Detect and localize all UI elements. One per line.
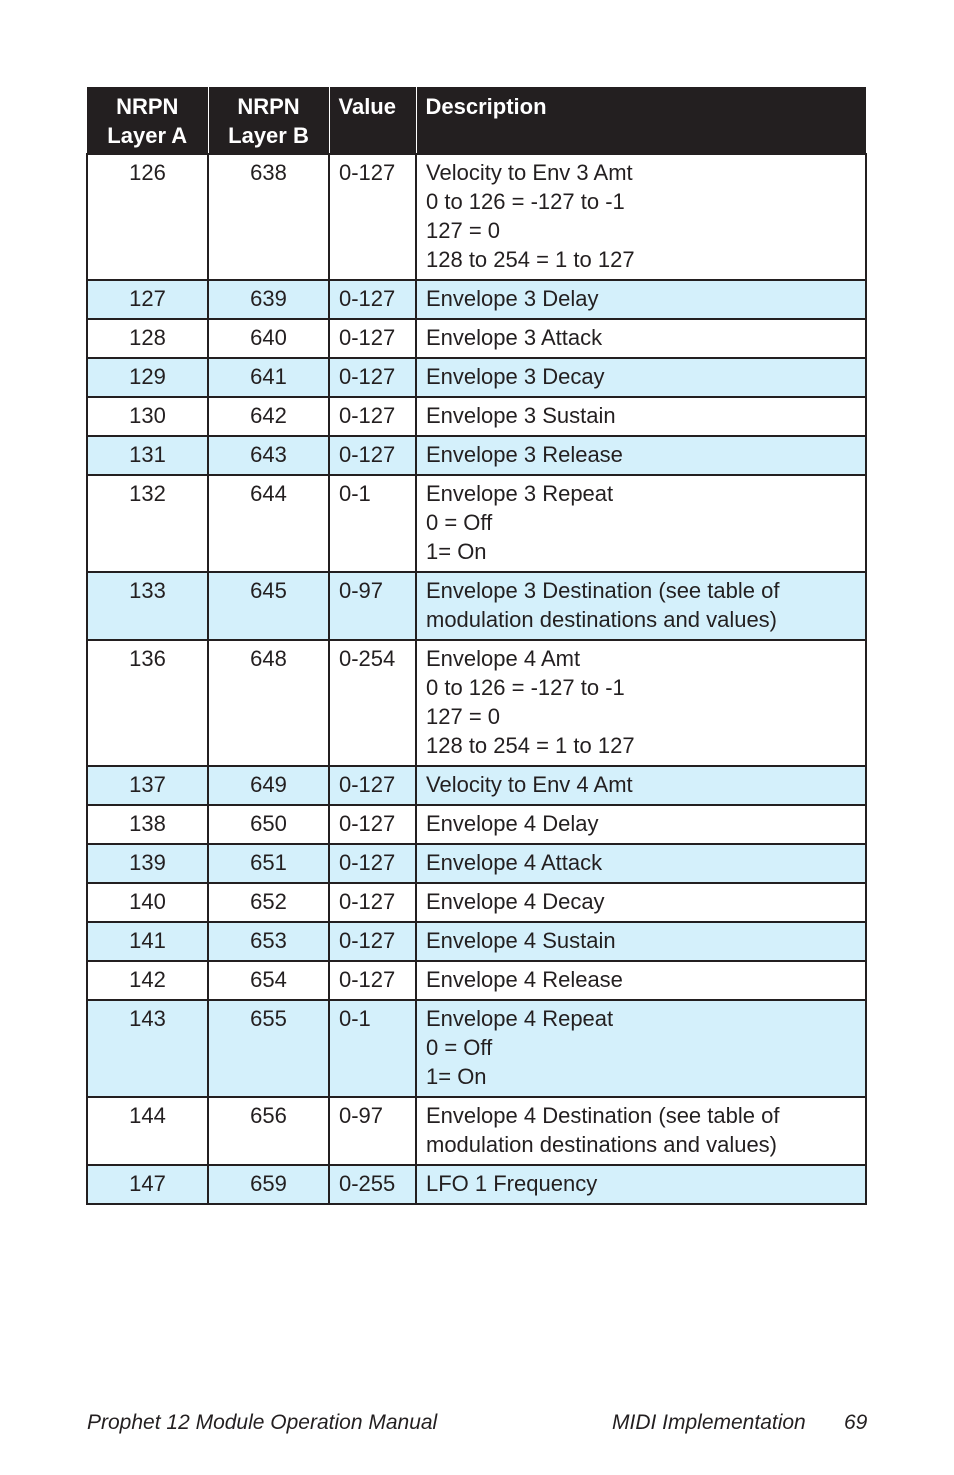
cell-description (416, 154, 866, 280)
cell-description (416, 358, 866, 397)
header-row (87, 87, 866, 154)
description-line: 0 = Off (426, 1035, 493, 1060)
table-row (87, 1000, 866, 1097)
cell-description (416, 883, 866, 922)
table-row (87, 766, 866, 805)
table-row (87, 319, 866, 358)
cell-nrpn-layer-a: 133 (87, 572, 208, 640)
description-line: 1= On (426, 1064, 487, 1089)
description-line: Envelope 3 Attack (426, 325, 603, 350)
cell-nrpn-layer-a: 147 (87, 1165, 208, 1204)
cell-description (416, 475, 866, 572)
cell-nrpn-layer-a: 127 (87, 280, 208, 319)
table-row (87, 280, 866, 319)
cell-nrpn-layer-b: 659 (208, 1165, 329, 1204)
description-line: 0 to 126 = -127 to -1 (426, 675, 625, 700)
header-line: NRPN (116, 94, 179, 119)
cell-value: 0-127 (329, 922, 416, 961)
cell-nrpn-layer-a: 143 (87, 1000, 208, 1097)
table-row (87, 961, 866, 1000)
cell-nrpn-layer-b: 638 (208, 154, 329, 280)
cell-value: 0-1 (329, 1000, 416, 1097)
cell-nrpn-layer-b: 645 (208, 572, 329, 640)
description-line: Envelope 4 Decay (426, 889, 605, 914)
description-line: Envelope 3 Destination (see table of modulation destinations and values) (426, 578, 780, 632)
table-body (87, 154, 866, 1204)
cell-nrpn-layer-a: 142 (87, 961, 208, 1000)
description-line: 0 = Off (426, 510, 493, 535)
description-line: Envelope 4 Release (426, 967, 623, 992)
table-row (87, 805, 866, 844)
cell-nrpn-layer-b: 643 (208, 436, 329, 475)
description-line: Envelope 3 Repeat (426, 481, 614, 506)
cell-nrpn-layer-a: 130 (87, 397, 208, 436)
cell-description (416, 844, 866, 883)
description-line: 1= On (426, 539, 487, 564)
cell-nrpn-layer-a: 132 (87, 475, 208, 572)
cell-description (416, 766, 866, 805)
description-line: Envelope 3 Decay (426, 364, 605, 389)
table-row (87, 1097, 866, 1165)
table-row (87, 572, 866, 640)
cell-value: 0-127 (329, 844, 416, 883)
cell-value: 0-127 (329, 154, 416, 280)
cell-description (416, 961, 866, 1000)
description-line: Envelope 4 Attack (426, 850, 603, 875)
description-line: 128 to 254 = 1 to 127 (426, 247, 635, 272)
cell-value: 0-97 (329, 1097, 416, 1165)
cell-nrpn-layer-b: 649 (208, 766, 329, 805)
cell-value: 0-127 (329, 280, 416, 319)
cell-nrpn-layer-a: 137 (87, 766, 208, 805)
table-header (87, 87, 866, 154)
table-row (87, 397, 866, 436)
cell-description (416, 805, 866, 844)
cell-value: 0-127 (329, 961, 416, 1000)
table-row (87, 922, 866, 961)
cell-nrpn-layer-a: 126 (87, 154, 208, 280)
description-line: 128 to 254 = 1 to 127 (426, 733, 635, 758)
cell-value: 0-255 (329, 1165, 416, 1204)
cell-nrpn-layer-a: 128 (87, 319, 208, 358)
cell-nrpn-layer-b: 655 (208, 1000, 329, 1097)
cell-nrpn-layer-a: 129 (87, 358, 208, 397)
footer-manual-title: Prophet 12 Module Operation Manual (87, 1411, 438, 1434)
cell-nrpn-layer-b: 656 (208, 1097, 329, 1165)
cell-nrpn-layer-b: 641 (208, 358, 329, 397)
cell-nrpn-layer-b: 642 (208, 397, 329, 436)
description-line: Envelope 4 Sustain (426, 928, 616, 953)
cell-nrpn-layer-b: 644 (208, 475, 329, 572)
cell-description (416, 1097, 866, 1165)
cell-nrpn-layer-a: 140 (87, 883, 208, 922)
description-line: LFO 1 Frequency (426, 1171, 598, 1196)
cell-description (416, 1165, 866, 1204)
cell-value: 0-1 (329, 475, 416, 572)
header-description (416, 87, 866, 154)
cell-nrpn-layer-b: 654 (208, 961, 329, 1000)
cell-description (416, 319, 866, 358)
cell-nrpn-layer-b: 653 (208, 922, 329, 961)
cell-nrpn-layer-a: 131 (87, 436, 208, 475)
description-line: Envelope 3 Delay (426, 286, 599, 311)
cell-nrpn-layer-a: 144 (87, 1097, 208, 1165)
cell-value: 0-127 (329, 358, 416, 397)
cell-description (416, 280, 866, 319)
cell-nrpn-layer-b: 639 (208, 280, 329, 319)
header-nrpn-layer-b (208, 87, 329, 154)
cell-nrpn-layer-b: 640 (208, 319, 329, 358)
description-line: Envelope 4 Amt (426, 646, 581, 671)
cell-value: 0-127 (329, 805, 416, 844)
description-line: Envelope 3 Release (426, 442, 623, 467)
description-line: Velocity to Env 3 Amt (426, 160, 633, 185)
cell-description (416, 1000, 866, 1097)
cell-nrpn-layer-a: 136 (87, 640, 208, 766)
header-line: Layer A (107, 123, 188, 148)
header-nrpn-layer-a (87, 87, 208, 154)
cell-description (416, 436, 866, 475)
cell-value: 0-127 (329, 766, 416, 805)
cell-value: 0-97 (329, 572, 416, 640)
cell-nrpn-layer-a: 141 (87, 922, 208, 961)
description-line: Envelope 3 Sustain (426, 403, 616, 428)
table-row (87, 883, 866, 922)
cell-description (416, 572, 866, 640)
cell-nrpn-layer-b: 651 (208, 844, 329, 883)
cell-nrpn-layer-a: 139 (87, 844, 208, 883)
cell-value: 0-127 (329, 436, 416, 475)
footer-section-name: MIDI Implementation (612, 1411, 806, 1434)
table-row (87, 358, 866, 397)
header-line: Layer B (228, 123, 309, 148)
cell-nrpn-layer-b: 652 (208, 883, 329, 922)
cell-nrpn-layer-b: 648 (208, 640, 329, 766)
cell-value: 0-127 (329, 397, 416, 436)
cell-nrpn-layer-b: 650 (208, 805, 329, 844)
table-row (87, 154, 866, 280)
description-line: 127 = 0 (426, 218, 501, 243)
cell-nrpn-layer-a: 138 (87, 805, 208, 844)
description-line: Envelope 4 Destination (see table of modulation destinations and values) (426, 1103, 780, 1157)
cell-value: 0-127 (329, 319, 416, 358)
description-line: Envelope 4 Delay (426, 811, 599, 836)
cell-description (416, 397, 866, 436)
cell-value: 0-254 (329, 640, 416, 766)
header-line: Value (338, 94, 396, 119)
table-row (87, 475, 866, 572)
cell-description (416, 922, 866, 961)
header-line: Description (425, 94, 547, 119)
description-line: 127 = 0 (426, 704, 501, 729)
table-row (87, 640, 866, 766)
footer-page-number: 69 (844, 1411, 868, 1434)
description-line: Velocity to Env 4 Amt (426, 772, 633, 797)
header-value (329, 87, 416, 154)
description-line: Envelope 4 Repeat (426, 1006, 614, 1031)
nrpn-table (86, 87, 867, 1205)
header-line: NRPN (237, 94, 300, 119)
table-row (87, 436, 866, 475)
cell-value: 0-127 (329, 883, 416, 922)
table-row (87, 844, 866, 883)
description-line: 0 to 126 = -127 to -1 (426, 189, 625, 214)
table-row (87, 1165, 866, 1204)
cell-description (416, 640, 866, 766)
